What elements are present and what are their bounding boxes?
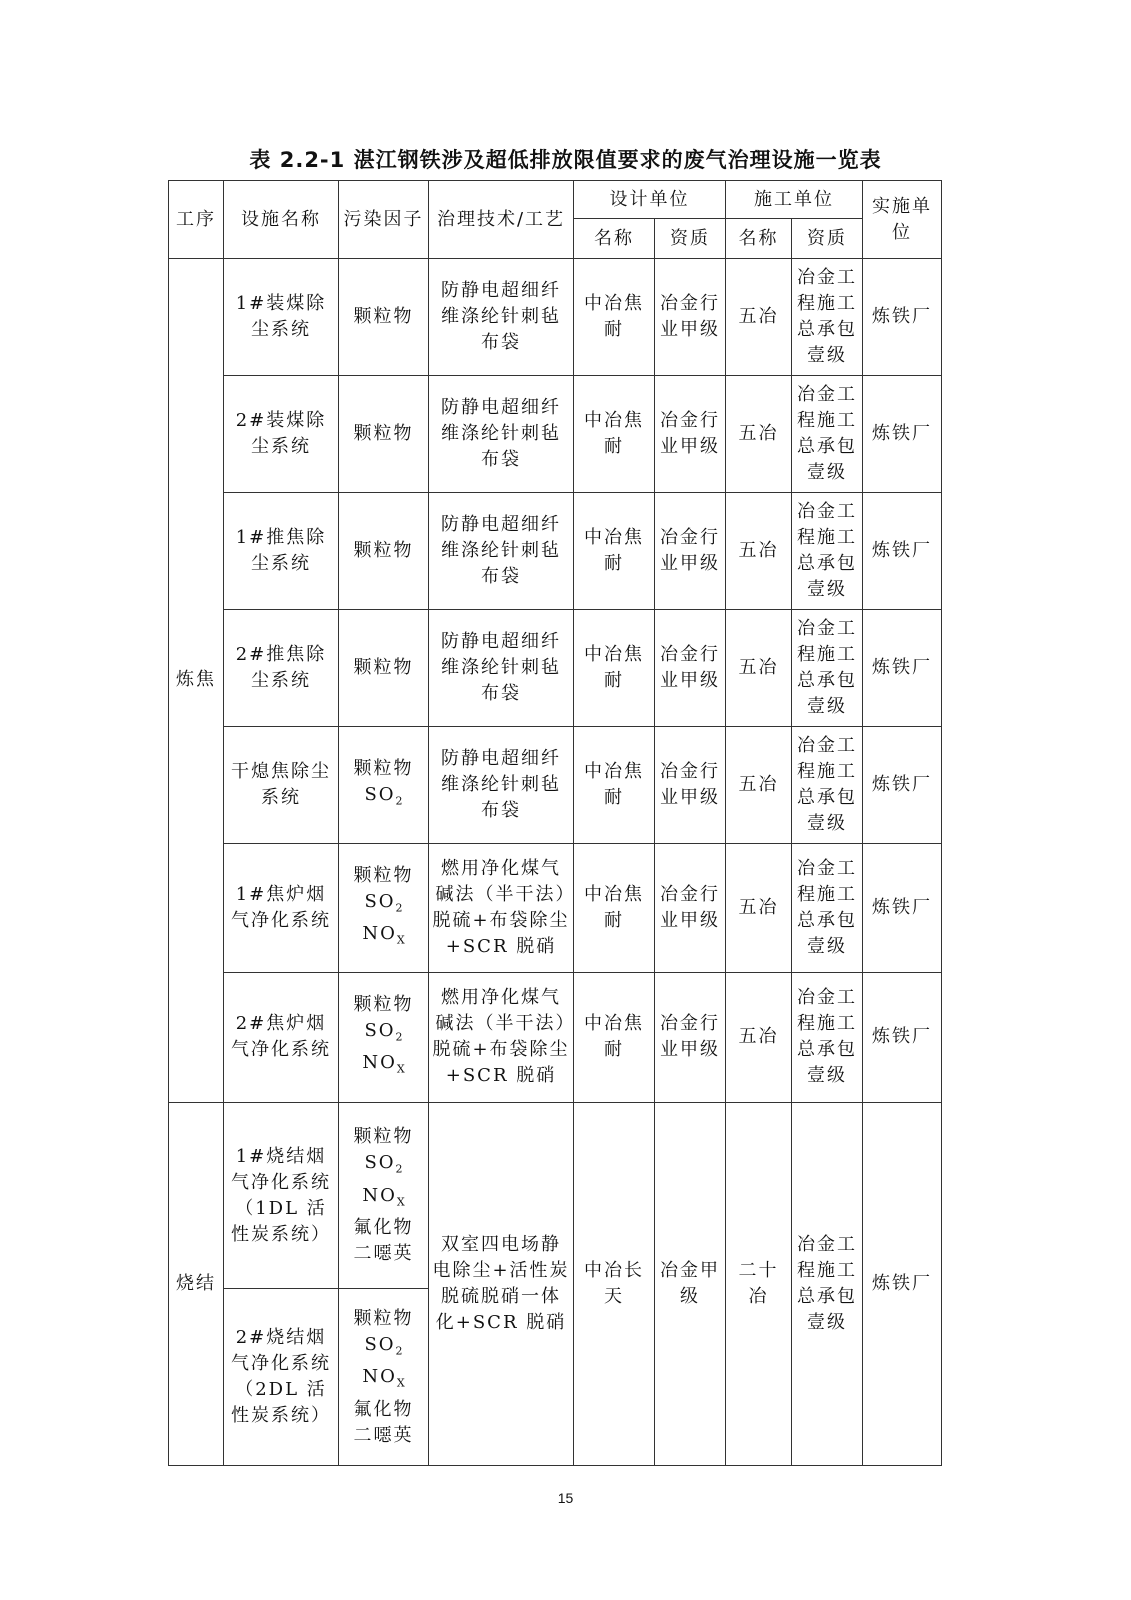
construction-qualification-cell: 冶金工程施工总承包壹级 bbox=[792, 973, 863, 1102]
pollutant-item bbox=[342, 889, 425, 922]
implementer-cell: 炼铁厂 bbox=[863, 493, 942, 610]
pollutant-cell bbox=[339, 1102, 429, 1289]
pollutant-item bbox=[342, 992, 425, 1018]
technology-cell: 防静电超细纤维涤纶针刺毡布袋 bbox=[429, 259, 574, 376]
design-qualification-cell: 冶金行业甲级 bbox=[655, 376, 726, 493]
process-cell: 烧结 bbox=[169, 1102, 224, 1465]
technology-cell: 防静电超细纤维涤纶针刺毡布袋 bbox=[429, 727, 574, 844]
table-row bbox=[169, 727, 942, 844]
pollutant-text: 颗粒物 bbox=[353, 657, 414, 678]
table-row bbox=[169, 376, 942, 493]
pollutant-subscript: 2 bbox=[395, 901, 403, 915]
pollutant-cell bbox=[339, 973, 429, 1102]
design-qualification-cell: 冶金行业甲级 bbox=[655, 844, 726, 973]
pollutant-text: 颗粒物 bbox=[353, 540, 414, 561]
facility-table bbox=[168, 180, 942, 1466]
pollutant-subscript: 2 bbox=[395, 794, 403, 808]
construction-name-cell: 五冶 bbox=[726, 844, 792, 973]
header-facility: 设施名称 bbox=[224, 181, 339, 259]
pollutant-subscript: X bbox=[396, 933, 405, 947]
header-construction-unit: 施工单位 bbox=[726, 181, 863, 219]
table-row bbox=[169, 973, 942, 1102]
header-pollutant: 污染因子 bbox=[339, 181, 429, 259]
pollutant-subscript: 2 bbox=[395, 1030, 403, 1044]
construction-name-cell: 五冶 bbox=[726, 973, 792, 1102]
pollutant-item bbox=[342, 1241, 425, 1267]
table-row bbox=[169, 493, 942, 610]
pollutant-item bbox=[342, 1306, 425, 1332]
pollutant-cell bbox=[339, 1289, 429, 1466]
design-name-cell: 中冶焦耐 bbox=[574, 493, 655, 610]
design-name-cell: 中冶焦耐 bbox=[574, 610, 655, 727]
implementer-cell: 炼铁厂 bbox=[863, 610, 942, 727]
pollutant-text: 颗粒物 bbox=[353, 993, 414, 1015]
facility-cell: 2#烧结烟气净化系统（2DL 活性炭系统） bbox=[224, 1289, 339, 1466]
implementer-cell: 炼铁厂 bbox=[863, 844, 942, 973]
pollutant-item bbox=[342, 1124, 425, 1150]
construction-qualification-cell: 冶金工程施工总承包壹级 bbox=[792, 844, 863, 973]
header-implementer: 实施单位 bbox=[863, 181, 942, 259]
process-cell: 炼焦 bbox=[169, 259, 224, 1103]
pollutant-subscript: X bbox=[396, 1195, 405, 1209]
table-row bbox=[169, 1102, 942, 1289]
pollutant-text: 颗粒物 bbox=[353, 423, 414, 444]
pollutant-text: SO bbox=[364, 890, 396, 912]
construction-qualification-cell: 冶金工程施工总承包壹级 bbox=[792, 376, 863, 493]
design-qualification-cell: 冶金行业甲级 bbox=[655, 610, 726, 727]
pollutant-item bbox=[342, 1018, 425, 1051]
pollutant-item bbox=[342, 1150, 425, 1183]
pollutant-text: 颗粒物 bbox=[353, 1125, 414, 1147]
pollutant-text: 二噁英 bbox=[353, 1243, 414, 1265]
header-construction-qualification: 资质 bbox=[792, 219, 863, 259]
facility-cell: 2#推焦除尘系统 bbox=[224, 610, 339, 727]
facility-cell: 1#焦炉烟气净化系统 bbox=[224, 844, 339, 973]
facility-cell: 1#烧结烟气净化系统（1DL 活性炭系统） bbox=[224, 1102, 339, 1289]
design-name-cell: 中冶长天 bbox=[574, 1102, 655, 1465]
design-name-cell: 中冶焦耐 bbox=[574, 844, 655, 973]
technology-cell: 防静电超细纤维涤纶针刺毡布袋 bbox=[429, 610, 574, 727]
pollutant-item bbox=[342, 1050, 425, 1083]
pollutant-text: SO bbox=[364, 1019, 396, 1041]
facility-cell: 1#推焦除尘系统 bbox=[224, 493, 339, 610]
header-technology: 治理技术/工艺 bbox=[429, 181, 574, 259]
table-row bbox=[169, 844, 942, 973]
implementer-cell: 炼铁厂 bbox=[863, 727, 942, 844]
pollutant-item bbox=[342, 1364, 425, 1397]
pollutant-subscript: 2 bbox=[395, 1162, 403, 1176]
pollutant-cell bbox=[339, 259, 429, 376]
construction-qualification-cell: 冶金工程施工总承包壹级 bbox=[792, 493, 863, 610]
pollutant-cell bbox=[339, 844, 429, 973]
technology-cell: 防静电超细纤维涤纶针刺毡布袋 bbox=[429, 493, 574, 610]
pollutant-cell bbox=[339, 493, 429, 610]
table-row bbox=[169, 259, 942, 376]
pollutant-item bbox=[342, 1397, 425, 1423]
pollutant-item bbox=[342, 421, 425, 447]
construction-name-cell: 五冶 bbox=[726, 610, 792, 727]
pollutant-text: 颗粒物 bbox=[353, 864, 414, 886]
header-design-qualification: 资质 bbox=[655, 219, 726, 259]
implementer-cell: 炼铁厂 bbox=[863, 376, 942, 493]
design-qualification-cell: 冶金行业甲级 bbox=[655, 727, 726, 844]
pollutant-text: NO bbox=[362, 923, 397, 945]
design-name-cell: 中冶焦耐 bbox=[574, 259, 655, 376]
design-qualification-cell: 冶金甲级 bbox=[655, 1102, 726, 1465]
pollutant-item bbox=[342, 1183, 425, 1216]
pollutant-cell bbox=[339, 610, 429, 727]
pollutant-subscript: 2 bbox=[395, 1344, 403, 1358]
header-construction-name: 名称 bbox=[726, 219, 792, 259]
facility-cell: 1#装煤除尘系统 bbox=[224, 259, 339, 376]
pollutant-text: NO bbox=[362, 1052, 397, 1074]
pollutant-text: 氟化物 bbox=[353, 1217, 414, 1239]
pollutant-subscript: X bbox=[396, 1063, 405, 1077]
facility-cell: 2#装煤除尘系统 bbox=[224, 376, 339, 493]
pollutant-item bbox=[342, 921, 425, 954]
pollutant-text: 氟化物 bbox=[353, 1398, 414, 1420]
table-row bbox=[169, 610, 942, 727]
design-name-cell: 中冶焦耐 bbox=[574, 973, 655, 1102]
design-qualification-cell: 冶金行业甲级 bbox=[655, 493, 726, 610]
table-body bbox=[169, 259, 942, 1466]
construction-name-cell: 五冶 bbox=[726, 727, 792, 844]
construction-qualification-cell: 冶金工程施工总承包壹级 bbox=[792, 727, 863, 844]
facility-cell: 干熄焦除尘系统 bbox=[224, 727, 339, 844]
implementer-cell: 炼铁厂 bbox=[863, 1102, 942, 1465]
header-design-name: 名称 bbox=[574, 219, 655, 259]
technology-cell: 双室四电场静电除尘+活性炭脱硫脱硝一体化+SCR 脱硝 bbox=[429, 1102, 574, 1465]
pollutant-cell bbox=[339, 727, 429, 844]
table-title: 表 2.2-1 湛江钢铁涉及超低排放限值要求的废气治理设施一览表 bbox=[249, 148, 882, 172]
pollutant-item bbox=[342, 1423, 425, 1449]
pollutant-cell bbox=[339, 376, 429, 493]
construction-qualification-cell: 冶金工程施工总承包壹级 bbox=[792, 259, 863, 376]
facility-cell: 2#焦炉烟气净化系统 bbox=[224, 973, 339, 1102]
pollutant-item bbox=[342, 863, 425, 889]
construction-name-cell: 五冶 bbox=[726, 259, 792, 376]
pollutant-item bbox=[342, 1332, 425, 1365]
pollutant-item bbox=[342, 538, 425, 564]
technology-cell: 燃用净化煤气碱法（半干法）脱硫+布袋除尘+SCR 脱硝 bbox=[429, 973, 574, 1102]
technology-cell: 防静电超细纤维涤纶针刺毡布袋 bbox=[429, 376, 574, 493]
pollutant-subscript: X bbox=[396, 1376, 405, 1390]
construction-name-cell: 五冶 bbox=[726, 376, 792, 493]
design-name-cell: 中冶焦耐 bbox=[574, 727, 655, 844]
construction-qualification-cell: 冶金工程施工总承包壹级 bbox=[792, 1102, 863, 1465]
design-qualification-cell: 冶金行业甲级 bbox=[655, 259, 726, 376]
page-number: 15 bbox=[557, 1490, 574, 1506]
design-name-cell: 中冶焦耐 bbox=[574, 376, 655, 493]
pollutant-text: 二噁英 bbox=[353, 1424, 414, 1446]
pollutant-text: SO bbox=[364, 783, 396, 805]
implementer-cell: 炼铁厂 bbox=[863, 973, 942, 1102]
header-design-unit: 设计单位 bbox=[574, 181, 726, 219]
implementer-cell: 炼铁厂 bbox=[863, 259, 942, 376]
pollutant-text: 颗粒物 bbox=[353, 1307, 414, 1329]
pollutant-item bbox=[342, 655, 425, 681]
pollutant-text: NO bbox=[362, 1184, 397, 1206]
pollutant-text: SO bbox=[364, 1151, 396, 1173]
pollutant-item bbox=[342, 782, 425, 815]
construction-qualification-cell: 冶金工程施工总承包壹级 bbox=[792, 610, 863, 727]
design-qualification-cell: 冶金行业甲级 bbox=[655, 973, 726, 1102]
pollutant-text: SO bbox=[364, 1333, 396, 1355]
pollutant-text: 颗粒物 bbox=[353, 757, 414, 779]
header-process: 工序 bbox=[169, 181, 224, 259]
pollutant-text: 颗粒物 bbox=[353, 306, 414, 327]
pollutant-item bbox=[342, 1215, 425, 1241]
pollutant-text: NO bbox=[362, 1366, 397, 1388]
pollutant-item bbox=[342, 756, 425, 782]
construction-name-cell: 二十冶 bbox=[726, 1102, 792, 1465]
pollutant-item bbox=[342, 304, 425, 330]
technology-cell: 燃用净化煤气碱法（半干法）脱硫+布袋除尘+SCR 脱硝 bbox=[429, 844, 574, 973]
construction-name-cell: 五冶 bbox=[726, 493, 792, 610]
